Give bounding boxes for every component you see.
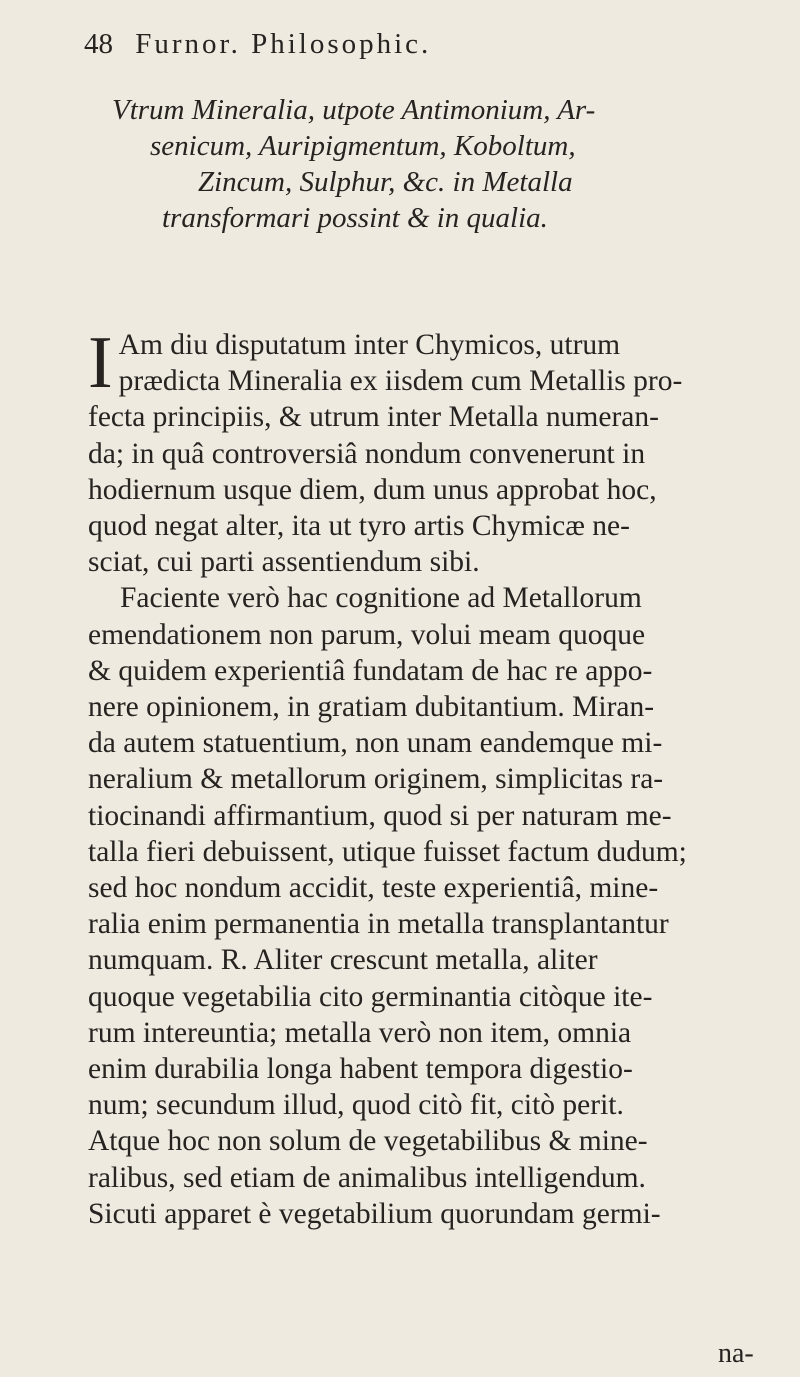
text-line: & quidem experientiâ fundatam de hac re appo-: [88, 654, 653, 687]
heading-line: senicum, Auripigmentum, Koboltum,: [150, 130, 576, 162]
text-line: prædicta Mineralia ex iisdem cum Metallis pro-: [118, 365, 683, 398]
text-line: emendationem non parum, volui meam quoque: [88, 618, 646, 651]
text-line: da autem statuentium, non unam eandemque mi-: [88, 727, 663, 760]
text-line: rum intereuntia; metalla verò non item, omnia: [88, 1016, 632, 1049]
text-line: sed hoc nondum accidit, teste experientiâ, mine-: [88, 872, 659, 905]
text-line: hodiernum usque diem, dum unus approbat hoc,: [88, 473, 657, 506]
heading-line: transformari possint & in qualia.: [162, 202, 548, 234]
text-line: ralia enim permanentia in metalla transplantantur: [88, 908, 669, 941]
text-line: fecta principiis, & utrum inter Metalla numeran-: [88, 401, 659, 434]
text-line: tiocinandi affirmantium, quod si per naturam me-: [88, 799, 672, 832]
text-line: talla fieri debuissent, utique fuisset factum dudum;: [88, 835, 687, 868]
text-line: enim durabilia longa habent tempora digestio-: [88, 1053, 633, 1086]
text-line: Sicuti apparet è vegetabilium quorundam germi-: [88, 1197, 661, 1230]
chapter-heading: [112, 92, 752, 236]
text-line: nere opinionem, in gratiam dubitantium. Miran-: [88, 691, 655, 724]
text-line: ralibus, sed etiam de animalibus intelligendum.: [88, 1161, 646, 1194]
text-line: quod negat alter, ita ut tyro artis Chymicæ ne-: [88, 510, 630, 543]
text-line: da; in quâ controversiâ nondum convenerunt in: [88, 437, 646, 470]
text-line: numquam. R. Aliter crescunt metalla, aliter: [88, 944, 598, 977]
text-line: quoque vegetabilia cito germinantia citòque ite-: [88, 980, 653, 1013]
text-line: Faciente verò hac cognitione ad Metallorum: [120, 582, 642, 615]
text-line: neralium & metallorum originem, simplicitas ra-: [88, 763, 664, 796]
text-line: Am diu disputatum inter Chymicos, utrum: [118, 329, 621, 361]
text-line: Atque hoc non solum de vegetabilibus & mine-: [88, 1125, 648, 1158]
drop-capital: I: [88, 322, 113, 404]
running-header: [84, 28, 431, 61]
catchword: na-: [718, 1338, 754, 1369]
text-line: num; secundum illud, quod citò fit, citò perit.: [88, 1089, 624, 1122]
heading-line: Vtrum Mineralia, utpote Antimonium, Ar-: [112, 94, 596, 126]
body-text: [88, 322, 788, 1232]
page-number: 48: [84, 28, 113, 60]
text-line: sciat, cui parti assentiendum sibi.: [88, 546, 480, 579]
heading-line: Zincum, Sulphur, &c. in Metalla: [198, 166, 573, 198]
running-title: Furnor. Philosophic.: [135, 28, 432, 60]
